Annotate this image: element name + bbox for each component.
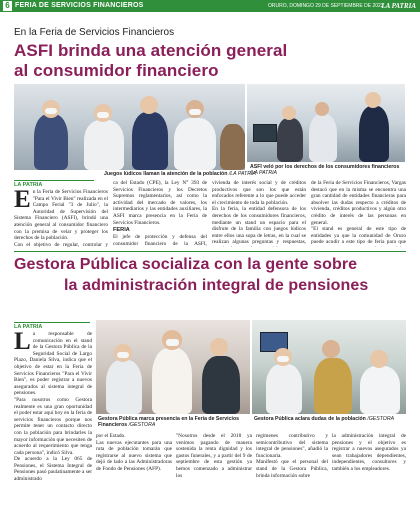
story1-column-2 <box>113 180 207 247</box>
newspaper-name: LA PATRIA <box>381 2 416 10</box>
story1-photo-games <box>14 84 245 170</box>
story1-subhead: FERIA <box>113 227 130 234</box>
story1-column-3: vivienda de interés social y de créditos productivos que son los que están enfocados referente a lo que puede acceder el crecimiento de toda la población. En la feria, la entidad defensora de los derechos de los consumidores financieros, mediante un stand un espacio para el disfrute de la familia con juegos lúdicos entre ellos una sopa de letras, en la cual se realizan algunas preguntas y respuestas, <box>212 180 306 246</box>
story2-photo-answers <box>252 320 406 414</box>
story2-column-4: regímenes contributivo y semicontributivo del sistema integral de pensiones", añadió la funcionaria. Manifestó que el personal del stand de la Gestora Pública, brinda información sobre <box>256 433 328 479</box>
story2-column-2: por el Estado. Las nuevas ejecutantes para una ruta de población tomarán que registrarse al nuevo sistema que dejó de lado a las Administradoras de Fondo de Pensiones (AFP). <box>96 433 172 472</box>
story1-col2-text-a: ca del Estado (CPE), la Ley N° 393 de Servicios Financieros y los Decretos Supremos reglamentarios, así como la actividad del mercado de valores, los intermediarios y las entidades auxiliares, la ASFI marca presencia en la Feria de Servicios Financieros. <box>113 180 207 226</box>
page-header <box>0 0 420 12</box>
story2-headline-line1: Gestora Pública socializa con la gente sobre <box>14 256 358 273</box>
dateline: ORURO, DOMINGO 29 DE SEPTIEMBRE DE 2023 <box>268 3 384 9</box>
story2-column-1 <box>14 331 92 525</box>
story1-byline: LA PATRIA <box>14 180 94 188</box>
story-divider <box>14 251 406 252</box>
story1-col2-text-b: El jefe de protección y defensa del consumidor financiero de la ASFI, <box>113 234 207 247</box>
story1-photo-consumers <box>247 84 405 162</box>
story2-headline-line2: la administración integral de pensiones <box>64 277 369 294</box>
story1-column-4: de la Feria de Servicios Financieros, Vargas destacó que en la misma se encuentra una gran cantidad de entidades financieras para absolver las dudas respecto a créditos de vivienda, créditos productivos y algún otro crédito de interés de las personas en general. "El stand es general de este tipo de entidades ya que la comunidad de Oruro puede acudir a este tipo de feria para que <box>311 180 406 246</box>
story2-col1-text: a responsable de comunicación en el stand de la Gestora Pública de la Seguridad Social de Largo Plazo, Daniela Silva, indica que el objetivo de estar en la Feria de Servicios Financieros "Para el Vivir Bien", es poder registrar a nuevos asegurados al sistema integral de pensiones. "Para nosotros como Gestora realmente es una gran oportunidad el poder estar aquí hoy en la feria de servicios financieros porque nos permite tener un contacto directo con la población para brindarles la mayor información que necesiten de acuerdo al requerimiento que tenga cada persona", indicó Silva. De acuerdo a la Ley 065 de Pensiones, el Sistema Integral de Pensiones pasó paulatinamente a ser administrado <box>14 331 92 483</box>
story2-caption2: Gestora Pública aclara dudas de la población /GESTORA <box>254 416 395 422</box>
story2-caption1: Gestora Pública marca presencia en la Feria de Servicios Financieros /GESTORA <box>98 416 239 428</box>
story2-column-3: "Nosotros desde el 2018 ya venimos pagando de manera sostenida la renta dignidad y los gastos funerales, y a partir del 9 de septiembre de esta gestión ya hemos comenzado a administrar los <box>176 433 252 479</box>
story1-col1-text: n la Feria de Servicios Financieros "Para el Vivir Bien" realizada en el Campo Ferial "3 de Julio", la Autoridad de Supervisión del Sistema Financiero (ASFI), brindó una atención general al consumidor financiero con la premisa de velar y proteger los derechos de la población. Con el objetivo de regular, controlar y <box>14 189 108 247</box>
section-title: FERIA DE SERVICIOS FINANCIEROS <box>15 2 144 9</box>
story1-headline-line2: al consumidor financiero <box>14 61 219 80</box>
story1-caption1: Juegos lúdicos llaman la atención de la población /LA PATRIA <box>104 171 256 177</box>
story2-byline: LA PATRIA <box>14 322 90 330</box>
story1-column-1 <box>14 189 108 247</box>
story2-dropcap: L <box>14 331 31 355</box>
story2-photo-fair <box>96 320 250 414</box>
story2-column-5: la administración integral de pensiones y el objetivo es registrar a nuevos asegurados ya sean trabajadores dependientes, independientes, consultores y también a los empleadores. <box>332 433 406 472</box>
page-number: 6 <box>3 1 12 11</box>
story1-dropcap: E <box>14 189 31 213</box>
story1-caption2: ASFI veló por los derechos de los consumidores financieros /LA PATRIA <box>250 164 400 176</box>
story1-kicker: En la Feria de Servicios Financieros <box>14 27 175 38</box>
story1-headline-line1: ASFI brinda una atención general <box>14 41 288 60</box>
